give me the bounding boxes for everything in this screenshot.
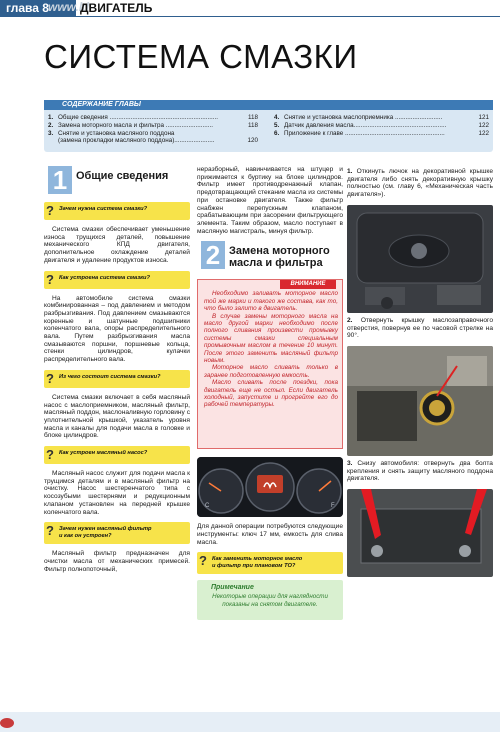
question-text <box>59 526 151 540</box>
question-icon: ? <box>46 271 54 287</box>
toc-item-number: 3. <box>48 129 54 137</box>
question-text: Зачем нужна система смазки? <box>59 206 148 212</box>
instrument-cluster-illustration <box>197 457 343 517</box>
question-callout <box>197 552 343 574</box>
toc-item[interactable] <box>48 122 258 130</box>
warning-paragraph: В случае замены моторного масла на масло другой марки необходимо после полного сливания произвести промывку системы смазки специальным промывочным маслом в течение 10 минут. После этого заменить масляный фильтр новым. <box>204 312 338 364</box>
engine-cover-illustration <box>347 205 493 313</box>
warning-box <box>197 279 343 449</box>
page-title: СИСТЕМА СМАЗКИ <box>44 38 358 75</box>
section-title <box>229 245 330 269</box>
toc-item-number: 6. <box>274 129 280 137</box>
column-1 <box>44 166 190 577</box>
toc-item[interactable] <box>274 130 489 138</box>
svg-text:F: F <box>331 503 335 510</box>
toc-header: СОДЕРЖАНИЕ ГЛАВЫ <box>44 100 493 110</box>
step-text: Снизу автомобиля: отвернуть два болта крепления и снять защиту масляного поддона двигателя. <box>347 459 493 483</box>
step-caption <box>347 460 493 483</box>
table-of-contents <box>44 100 493 152</box>
toc-right-column <box>274 114 489 137</box>
toc-item[interactable] <box>274 114 489 122</box>
question-text: Из чего состоит система смазки? <box>59 373 161 380</box>
toc-item-text: Датчик давления масла..................................................... <box>284 121 447 129</box>
question-text-line: Зачем нужен масляный фильтр <box>59 526 152 533</box>
warning-header: ВНИМАНИЕ <box>280 280 336 289</box>
question-callout <box>44 446 190 464</box>
section-title-line: Замена моторного <box>229 245 330 258</box>
oil-cap-illustration <box>347 346 493 456</box>
section-title-line: масла и фильтра <box>229 257 323 270</box>
column-3 <box>347 166 493 577</box>
oil-pan-guard-illustration <box>347 489 493 577</box>
toc-item[interactable] <box>274 122 489 130</box>
question-text: Как устроен масляный насос? <box>59 450 148 457</box>
instrument-cluster-photo <box>197 457 343 517</box>
paragraph: Для данной операции потребуются следующие инструменты: ключ 17 мм, емкость для слива масла. <box>197 523 343 546</box>
toc-item-text: Общие сведения .............................................................. <box>58 114 219 121</box>
step-number: 1. <box>347 168 353 175</box>
question-text <box>212 556 302 570</box>
step-text: Отвернуть крышку маслозаправочного отверстия, повернув ее по часовой стрелке на 90°. <box>347 316 493 340</box>
question-callout <box>44 202 190 220</box>
page-header <box>0 0 500 16</box>
svg-text:C: C <box>205 503 210 510</box>
paragraph: Масляный насос служит для подачи масла к трущимся деталям и в масляный фильтр на очистку. Насос шестеренчатого типа с косозубыми шестернями и редукционным клапаном установлен на передней крышке коленчатого вала. <box>44 470 190 516</box>
toc-item-text: Снятие и установка масляного поддона <box>58 129 175 137</box>
watermark: www.kl <box>48 0 89 14</box>
toc-item-page: 121 <box>478 114 489 121</box>
question-text-line: и фильтр при плановом ТО? <box>212 563 296 570</box>
warning-paragraph: Масло сливать после поездки, пока двигатель еще не остыл. Если двигатель холодный, запустите и прогрейте его до рабочей температуры. <box>204 379 338 409</box>
question-callout <box>44 271 190 289</box>
step-text: Откинуть лючок на декоративной крышке двигателя либо снять декоративную крышку полностью (см. главу 6, «Механическая часть двигателя»). <box>347 168 493 199</box>
note-box <box>197 580 343 620</box>
question-icon: ? <box>46 523 54 539</box>
warning-paragraph: Моторное масло сливать только в заранее подготовленную емкость. <box>204 364 338 379</box>
page-footer <box>0 712 500 732</box>
section-number: 1 <box>48 166 72 194</box>
toc-item-page: 118 <box>247 114 258 121</box>
toc-item-number: 4. <box>274 114 280 121</box>
step-caption <box>347 168 493 199</box>
chapter-label: глава 8 <box>0 0 76 16</box>
toc-item-page: 122 <box>478 129 489 137</box>
engine-cover-photo <box>347 205 493 313</box>
paragraph: Система смазки включает в себя масляный насос с маслоприемником, масляный фильтр, масляный поддон, маслоналивную горловину с уплотнительной крышкой, указатель уровня масла и каналы для подачи масла в головке и блоке цилиндров. <box>44 393 190 440</box>
note-header: Примечание <box>211 584 254 592</box>
footer-mark <box>0 718 14 728</box>
header-rule <box>0 16 500 17</box>
paragraph: Масляный фильтр предназначен для очистки масла от механических примесей. Фильтр полнопоточный, <box>44 550 190 573</box>
note-body: Некоторые операции для наглядности показаны на снятом двигателе. <box>212 593 328 608</box>
paragraph: На автомобиле система смазки комбинированная – под давлением и методом разбрызгивания. Под давлением смазываются коренные и шатунные подшипники коленчатого вала, опоры распределительного вала. Путем разбрызгивания масла смазываются поршни, поршневые кольца, стенки цилиндров, кулачки распределительного вала. <box>44 294 190 364</box>
toc-item[interactable] <box>48 130 258 138</box>
paragraph: Система смазки обеспечивает уменьшение износа трущихся деталей, повышение механического КПД двигателя, дополнительное охлаждение деталей двигателя и удаление продуктов износа. <box>44 226 190 264</box>
step-caption <box>347 317 493 340</box>
toc-item-page: 120 <box>247 137 258 145</box>
section-number: 2 <box>201 241 225 269</box>
oil-cap-photo <box>347 346 493 456</box>
oil-pan-guard-photo <box>347 489 493 577</box>
section-2-heading <box>197 241 343 275</box>
step-number: 2. <box>347 316 353 324</box>
toc-item-text: (замена прокладки масляного поддона)....................... <box>58 137 215 145</box>
question-callout <box>44 522 190 544</box>
question-icon: ? <box>46 370 54 386</box>
question-text-line: Как заменить моторное масло <box>212 556 303 563</box>
section-label: ДВИГАТЕЛЬ <box>80 1 153 15</box>
toc-item-number: 2. <box>48 121 54 129</box>
warning-body <box>204 290 338 409</box>
toc-item-text: Замена моторного масла и фильтра ........................... <box>58 121 213 129</box>
toc-item-number: 5. <box>274 121 280 129</box>
toc-item-number <box>48 137 58 145</box>
toc-item[interactable] <box>48 114 258 122</box>
toc-item-text: Снятие и установка маслоприемника ........................... <box>284 114 443 121</box>
paragraph: неразборный, навинчивается на штуцер и прижимается к буртику на блоке цилиндров. Фильтр имеет противодренажный клапан, предотвращающий стекание масла из системы при остановке двигателя. Также фильтр снабжен перепускным клапаном, срабатывающим при засорении фильтрующего элемента. Таким образом, масло поступает в масляную магистраль, минуя фильтр. <box>197 166 343 235</box>
warning-paragraph: Необходимо заливать моторное масло той же марки и такого же состава, как то, что было залито в двигатель. <box>204 290 338 313</box>
question-callout <box>44 370 190 388</box>
toc-left-column <box>48 114 258 145</box>
toc-item-number: 1. <box>48 114 54 121</box>
question-icon: ? <box>199 553 207 569</box>
step-number: 3. <box>347 459 353 467</box>
toc-item[interactable] <box>48 137 258 145</box>
toc-item-text: Приложение к главе ......................................................... <box>284 129 445 137</box>
question-icon: ? <box>46 203 54 218</box>
question-icon: ? <box>46 447 54 463</box>
toc-item-page: 122 <box>478 121 489 129</box>
question-text-line: и как он устроен? <box>59 533 112 540</box>
column-2 <box>197 166 343 620</box>
question-text: Как устроена система смазки? <box>59 274 150 281</box>
section-title: Общие сведения <box>76 170 169 182</box>
toc-item-page: 118 <box>247 121 258 129</box>
section-1-heading <box>44 166 190 196</box>
toc-item-page <box>240 130 258 138</box>
